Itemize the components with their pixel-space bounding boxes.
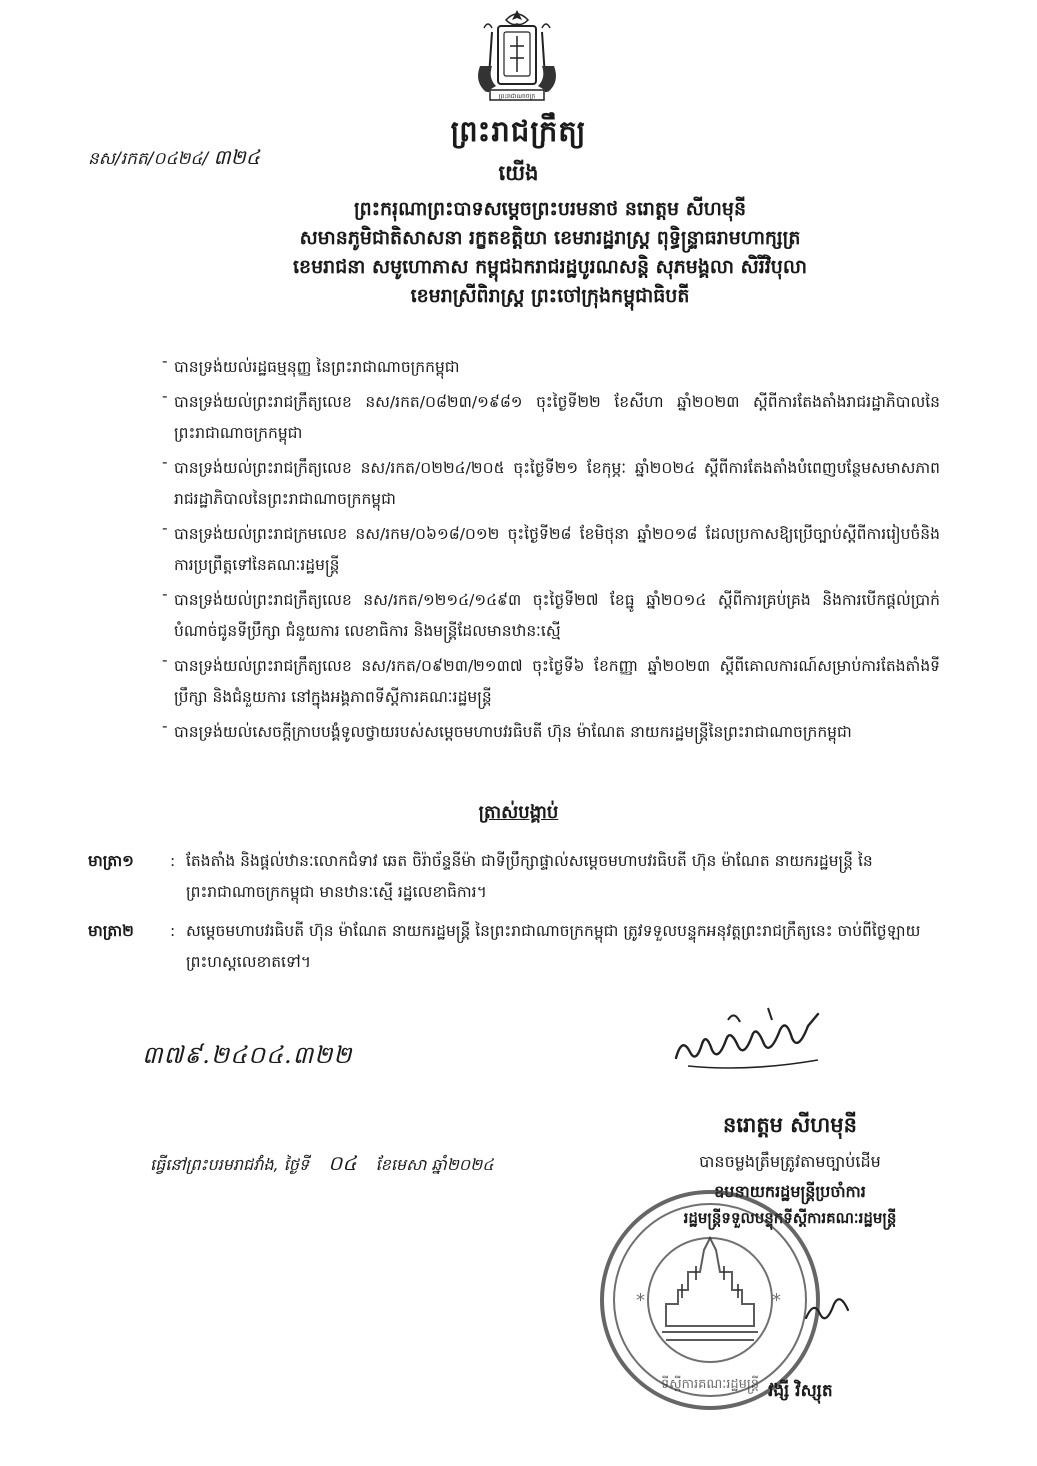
- article-text: សម្តេចមហាបវរធិបតី ហ៊ុន ម៉ាណែត នាយករដ្ឋមន្ត្រី នៃព្រះរាជាណាចក្រកម្ពុជា ត្រូវទទួលបន្ទុកអនុវត្តព្រះរាជក្រឹត្យនេះ ចាប់ពីថ្ងៃឡាយព្រះហស្តលេខាតទៅ។: [186, 922, 921, 971]
- place-and-date: [150, 1150, 494, 1180]
- list-item: - បានទ្រង់យល់រដ្ឋធម្មនុញ្ញ នៃព្រះរាជាណាចក្រកម្ពុជា: [162, 352, 940, 383]
- king-titles: [150, 195, 950, 311]
- consideration-text: បានទ្រង់យល់ព្រះរាជក្រមលេខ នស/រកម/០៦១៨/០១២ ចុះថ្ងៃទី២៨ ខែមិថុនា ឆ្នាំ២០១៨ ដែលប្រកាសឱ្យប្រើច្បាប់ស្តីពីការរៀបចំនិងការប្រព្រឹត្តទៅនៃគណៈរដ្ឋមន្ត្រី: [174, 525, 940, 574]
- consideration-text: បានទ្រង់យល់ព្រះរាជក្រឹត្យលេខ នស/រកត/០២២៤/២០៥ ចុះថ្ងៃទី២១ ខែកុម្ភៈ ឆ្នាំ២០២៤ ស្តីពីការតែងតាំងបំពេញបន្ថែមសមាសភាពរាជរដ្ឋាភិបាលនៃព្រះរាជាណាចក្រកម្ពុជា: [174, 459, 940, 508]
- decree-title: ព្រះរាជក្រឹត្យ: [450, 114, 587, 148]
- king-title-line: ខេមរាស្រីពិរាស្ត្រ ព្រះចៅក្រុងកម្ពុជាធិបតី: [410, 285, 690, 307]
- king-title-line: ខេមរាជនា សមូហោភាស កម្ពុជឯករាជរដ្ឋបូរណសន្តិ សុភមង្គលា សិរីវិបុលា: [293, 256, 807, 278]
- consideration-text: បានទ្រង់យល់ព្រះរាជក្រឹត្យលេខ នស/រកត/០៨២៣/១៩៨១ ចុះថ្ងៃទី២២ ខែសីហា ឆ្នាំ២០២៣ ស្តីពីការតែងតាំងរាជរដ្ឋាភិបាលនៃព្រះរាជាណាចក្រកម្ពុជា: [174, 393, 940, 442]
- svg-text:*: *: [636, 1290, 645, 1311]
- king-title-line: សមានភូមិជាតិសាសនា រក្ខតខត្តិយា ខេមរារដ្ឋរាស្ត្រ ពុទ្ធិន្ទ្រាធរាមហាក្សត្រ: [299, 227, 801, 249]
- article-2: មាត្រា២ : សម្តេចមហាបវរធិបតី ហ៊ុន ម៉ាណែត នាយករដ្ឋមន្ត្រី នៃព្រះរាជាណាចក្រកម្ពុជា ត្រូវទទួលបន្ទុកអនុវត្តព្រះរាជក្រឹត្យនេះ ចាប់ពីថ្ងៃឡាយព្រះហស្តលេខាតទៅ។: [88, 916, 940, 978]
- date-day: ០៤: [328, 1151, 357, 1175]
- consideration-text: បានទ្រង់យល់រដ្ឋធម្មនុញ្ញ នៃព្រះរាជាណាចក្រកម្ពុជា: [174, 358, 460, 376]
- place-prefix: ធ្វើនៅព្រះបរមរាជវាំង, ថ្ងៃទី: [150, 1155, 310, 1174]
- consideration-text: បានទ្រង់យល់សេចក្តីក្រាបបង្គំទូលថ្វាយរបស់សម្តេចមហាបវរធិបតី ហ៊ុន ម៉ាណែត នាយករដ្ឋមន្ត្រីនៃព្រះរាជាណាចក្រកម្ពុជា: [174, 723, 852, 741]
- svg-text:*: *: [772, 1290, 781, 1311]
- list-item: - បានទ្រង់យល់ព្រះរាជក្រឹត្យលេខ នស/រកត/០២២៤/២០៥ ចុះថ្ងៃទី២១ ខែកុម្ភៈ ឆ្នាំ២០២៤ ស្តីពីការតែងតាំងបំពេញបន្ថែមសមាសភាពរាជរដ្ឋាភិបាលនៃព្រះរាជាណាចក្រកម្ពុជា: [162, 453, 940, 515]
- decree-number-handwritten: ៣២៤: [213, 145, 260, 169]
- article-label: មាត្រា១: [88, 852, 134, 870]
- official-signature: [800, 1278, 860, 1338]
- registration-number: ៣៧៩.២៤០៤.៣២២: [142, 1041, 353, 1069]
- consideration-text: បានទ្រង់យល់ព្រះរាជក្រឹត្យលេខ នស/រកត/១២១៤/១៤៩៣ ចុះថ្ងៃទី២៧ ខែធ្នូ ឆ្នាំ២០១៤ ស្តីពីការគ្រប់គ្រង និងការបើកផ្តល់ប្រាក់បំណាច់ជូនទីប្រឹក្សា ជំនួយការ លេខាធិការ និងមន្ត្រីដែលមានឋានៈស្មើ: [174, 591, 940, 640]
- royal-arms-emblem-icon: [462, 6, 572, 106]
- royal-signature: [668, 1000, 828, 1080]
- emblem-caption: ព្រះរាជាណាចក្រ: [498, 93, 536, 100]
- king-title-line: ព្រះករុណាព្រះបាទសម្តេចព្រះបរមនាថ នរោត្តម សីហមុនី: [353, 198, 747, 220]
- list-item: - បានទ្រង់យល់ព្រះរាជក្រឹត្យលេខ នស/រកត/១២១៤/១៤៩៣ ចុះថ្ងៃទី២៧ ខែធ្នូ ឆ្នាំ២០១៤ ស្តីពីការគ្រប់គ្រង និងការបើកផ្តល់ប្រាក់បំណាច់ជូនទីប្រឹក្សា ជំនួយការ លេខាធិការ និងមន្ត្រីដែលមានឋានៈស្មើ: [162, 585, 940, 647]
- consideration-text: បានទ្រង់យល់ព្រះរាជក្រឹត្យលេខ នស/រកត/០៩២៣/២១៣៧ ចុះថ្ងៃទី៦ ខែកញ្ញា ឆ្នាំ២០២៣ ស្តីពីគោលការណ៍សម្រាប់ការតែងតាំងទីប្រឹក្សា និងជំនួយការ នៅក្នុងអង្គភាពទីស្តីការគណៈរដ្ឋមន្ត្រី: [174, 657, 940, 706]
- list-item: - បានទ្រង់យល់ព្រះរាជក្រឹត្យលេខ នស/រកត/០៨២៣/១៩៨១ ចុះថ្ងៃទី២២ ខែសីហា ឆ្នាំ២០២៣ ស្តីពីការតែងតាំងរាជរដ្ឋាភិបាលនៃព្រះរាជាណាចក្រកម្ពុជា: [162, 387, 940, 449]
- list-item: - បានទ្រង់យល់ព្រះរាជក្រឹត្យលេខ នស/រកត/០៩២៣/២១៣៧ ចុះថ្ងៃទី៦ ខែកញ្ញា ឆ្នាំ២០២៣ ស្តីពីគោលការណ៍សម្រាប់ការតែងតាំងទីប្រឹក្សា និងជំនួយការ នៅក្នុងអង្គភាពទីស្តីការគណៈរដ្ឋមន្ត្រី: [162, 651, 940, 713]
- article-text: តែងតាំង និងផ្តល់ឋានៈលោកជំទាវ ឆេត ចិរ៉ាច័ន្ទនីម៉ា ជាទីប្រឹក្សាផ្ទាល់សម្តេចមហាបវរធិបតី ហ៊ុន ម៉ាណែត នាយករដ្ឋមន្ត្រី នៃព្រះរាជាណាចក្រកម្ពុជា មានឋានៈស្មើ រដ្ឋលេខាធិការ។: [186, 852, 873, 901]
- article-label: មាត្រា២: [88, 922, 134, 940]
- list-item: - បានទ្រង់យល់សេចក្តីក្រាបបង្គំទូលថ្វាយរបស់សម្តេចមហាបវរធិបតី ហ៊ុន ម៉ាណែត នាយករដ្ឋមន្ត្រីនៃព្រះរាជាណាចក្រកម្ពុជា: [162, 717, 940, 748]
- decides-heading: ត្រាស់បង្គាប់: [478, 802, 559, 823]
- certified-copy-text: បានចម្លងត្រឹមត្រូវតាមច្បាប់ដើម: [699, 1152, 881, 1171]
- articles-list: [88, 846, 940, 986]
- seal-text: ទីស្តីការគណៈរដ្ឋមន្ត្រី: [661, 1377, 759, 1392]
- date-month-year: ខែមេសា ឆ្នាំ២០២៤: [375, 1155, 494, 1174]
- office-title-line: ឧបនាយករដ្ឋមន្ត្រីប្រចាំការ: [714, 1182, 866, 1201]
- heading-we: យើង: [498, 161, 539, 185]
- considerations-list: [162, 352, 940, 752]
- list-item: - បានទ្រង់យល់ព្រះរាជក្រមលេខ នស/រកម/០៦១៨/០១២ ចុះថ្ងៃទី២៨ ខែមិថុនា ឆ្នាំ២០១៨ ដែលប្រកាសឱ្យប្រើច្បាប់ស្តីពីការរៀបចំនិងការប្រព្រឹត្តទៅនៃគណៈរដ្ឋមន្ត្រី: [162, 519, 940, 581]
- signer-name: នរោត្តម សីហមុនី: [723, 1113, 857, 1137]
- article-1: មាត្រា១ : តែងតាំង និងផ្តល់ឋានៈលោកជំទាវ ឆេត ចិរ៉ាច័ន្ទនីម៉ា ជាទីប្រឹក្សាផ្ទាល់សម្តេចមហាបវរធិបតី ហ៊ុន ម៉ាណែត នាយករដ្ឋមន្ត្រី នៃព្រះរាជាណាចក្រកម្ពុជា មានឋានៈស្មើ រដ្ឋលេខាធិការ។: [88, 846, 940, 908]
- office-title-line: រដ្ឋមន្ត្រីទទួលបន្ទុកទីស្តីការគណៈរដ្ឋមន្ត្រី: [683, 1209, 897, 1227]
- official-name: វង្សី វិស្សុត: [768, 1381, 833, 1401]
- decree-number-printed: នស/រកត/០៤២៤/: [88, 149, 209, 169]
